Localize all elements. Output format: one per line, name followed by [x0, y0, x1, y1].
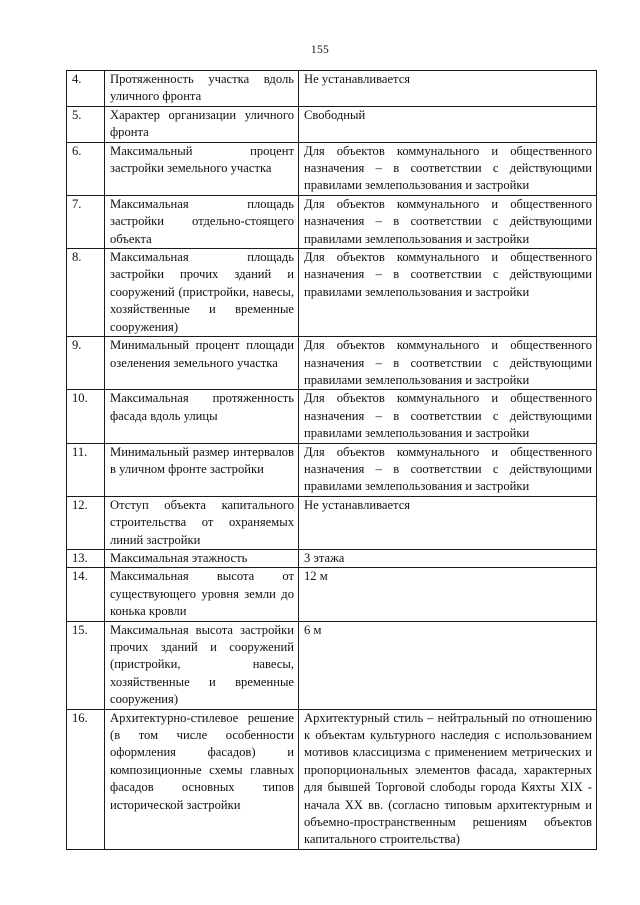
parameter-value: Свободный — [299, 106, 597, 142]
parameter-value: Не устанавливается — [299, 496, 597, 549]
parameter-value: 3 этажа — [299, 549, 597, 567]
table-row — [67, 249, 597, 337]
parameter-name: Характер организации уличного фронта — [105, 106, 299, 142]
row-number: 10. — [67, 390, 105, 443]
parameter-name: Максимальная высота от существующего уровня земли до конька кровли — [105, 568, 299, 621]
parameter-name: Максимальная высота застройки прочих зданий и сооружений (пристройки, навесы, хозяйственные и временные сооружения) — [105, 621, 299, 709]
parameter-name: Максимальная площадь застройки отдельно-стоящего объекта — [105, 195, 299, 248]
table-row — [67, 337, 597, 390]
row-number: 8. — [67, 249, 105, 337]
table-row — [67, 709, 597, 849]
row-number: 14. — [67, 568, 105, 621]
table-row — [67, 195, 597, 248]
parameter-value: Для объектов коммунального и общественного назначения – в соответствии с действующими правилами землепользования и застройки — [299, 390, 597, 443]
parameter-value: Для объектов коммунального и общественного назначения – в соответствии с действующими правилами землепользования и застройки — [299, 195, 597, 248]
row-number: 16. — [67, 709, 105, 849]
row-number: 11. — [67, 443, 105, 496]
row-number: 15. — [67, 621, 105, 709]
row-number: 12. — [67, 496, 105, 549]
table-row — [67, 390, 597, 443]
parameter-value: Архитектурный стиль – нейтральный по отношению к объектам культурного наследия с использованием мотивов классицизма с применением метрических и пропорциональных элементов фасада, характерных для бывшей Торговой слободы города Кяхты XIX - начала XX вв. (согласно типовым архитектурным и объемно-пространственным решениям объектов капитального строительства) — [299, 709, 597, 849]
table-row — [67, 443, 597, 496]
parameter-value: Для объектов коммунального и общественного назначения – в соответствии с действующими правилами землепользования и застройки — [299, 337, 597, 390]
parameter-name: Протяженность участка вдоль уличного фронта — [105, 71, 299, 107]
row-number: 6. — [67, 142, 105, 195]
parameter-name: Максимальная протяженность фасада вдоль улицы — [105, 390, 299, 443]
row-number: 7. — [67, 195, 105, 248]
row-number: 5. — [67, 106, 105, 142]
parameter-value: Для объектов коммунального и общественного назначения – в соответствии с действующими правилами землепользования и застройки — [299, 249, 597, 337]
table-row — [67, 106, 597, 142]
parameter-name: Архитектурно-стилевое решение (в том числе особенности оформления фасадов) и композиционные схемы главных фасадов основных типов исторической застройки — [105, 709, 299, 849]
table-row — [67, 568, 597, 621]
parameter-value: Не устанавливается — [299, 71, 597, 107]
page-number: 155 — [310, 44, 330, 56]
parameter-name: Максимальная площадь застройки прочих зданий и сооружений (пристройки, навесы, хозяйственные и временные сооружения) — [105, 249, 299, 337]
parameter-name: Максимальный процент застройки земельного участка — [105, 142, 299, 195]
table-row — [67, 621, 597, 709]
parameter-name: Максимальная этажность — [105, 549, 299, 567]
parameter-value: 12 м — [299, 568, 597, 621]
parameter-name: Минимальный размер интервалов в уличном фронте застройки — [105, 443, 299, 496]
table-row — [67, 549, 597, 567]
parameter-value: 6 м — [299, 621, 597, 709]
parameter-value: Для объектов коммунального и общественного назначения – в соответствии с действующими правилами землепользования и застройки — [299, 443, 597, 496]
row-number: 13. — [67, 549, 105, 567]
parameter-value: Для объектов коммунального и общественного назначения – в соответствии с действующими правилами землепользования и застройки — [299, 142, 597, 195]
parameter-name: Отступ объекта капитального строительства от охраняемых линий застройки — [105, 496, 299, 549]
row-number: 9. — [67, 337, 105, 390]
table-row — [67, 71, 597, 107]
table-row — [67, 142, 597, 195]
row-number: 4. — [67, 71, 105, 107]
table-row — [67, 496, 597, 549]
parameter-name: Минимальный процент площади озеленения земельного участка — [105, 337, 299, 390]
parameters-table — [66, 70, 597, 850]
